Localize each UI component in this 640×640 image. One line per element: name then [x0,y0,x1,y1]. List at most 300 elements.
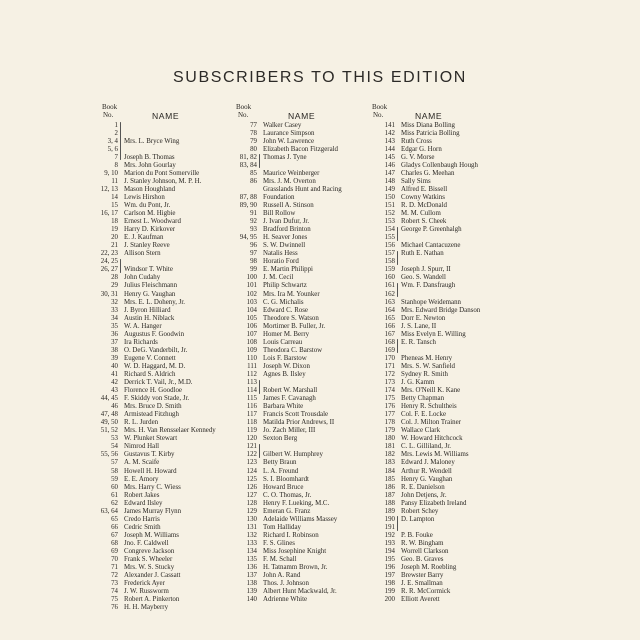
book-number: 96 [250,242,257,250]
subscriber-name: Barbara White [263,403,304,411]
subscriber-row [369,475,519,483]
subscriber-row [369,556,519,564]
book-number: 133 [246,539,257,547]
book-number: 47, 48 [100,411,118,419]
book-number: 195 [384,556,395,564]
subscriber-row [232,362,382,370]
book-number: 157 [384,250,395,258]
subscriber-row [369,129,519,137]
book-number: 1 [114,121,118,129]
book-number: 175 [384,395,395,403]
book-number: 79 [250,137,257,145]
subscriber-row [369,226,519,234]
book-number: 155 [384,234,395,242]
book-number: 187 [384,491,395,499]
book-number: 165 [384,314,395,322]
book-number: 125 [246,475,257,483]
subscriber-name: Austin H. Niblack [124,314,175,322]
subscriber-name: Jo. Zach Miller, III [263,427,316,435]
book-number: 57 [111,459,118,467]
book-number: 29 [111,282,118,290]
subscriber-name: John Detjens, Jr. [401,491,447,499]
subscriber-name: R. W. Bingham [401,539,444,547]
subscriber-row [369,306,519,314]
book-number: 179 [384,427,395,435]
subscriber-name: John Cudahy [124,274,161,282]
subscriber-name: Emeran G. Franz [263,507,311,515]
book-number: 196 [384,564,395,572]
subscriber-name: Elliott Averett [401,596,440,604]
subscriber-name: Henry G. Vaughan [401,475,453,483]
book-number: 176 [384,403,395,411]
subscriber-row [232,459,382,467]
subscriber-row [369,185,519,193]
subscriber-row [369,137,519,145]
book-number: 169 [384,346,395,354]
subscriber-row [232,531,382,539]
subscriber-row [232,266,382,274]
book-number: 131 [246,523,257,531]
subscriber-name: Mrs. H. Van Rensselaer Kennedy [124,427,216,435]
group-brace [397,339,398,353]
subscriber-row [369,193,519,201]
book-number: 103 [246,298,257,306]
subscriber-name: Thos. J. Johnson [263,580,309,588]
book-number: 39 [111,354,118,362]
subscriber-name: Geo. B. Graves [401,556,444,564]
subscriber-row [369,290,519,298]
book-number: 119 [246,427,257,435]
subscriber-row [369,435,519,443]
subscriber-name: Louis Carreau [263,338,303,346]
book-number: 148 [384,177,395,185]
book-number: 65 [111,515,118,523]
book-number: 21 [111,242,118,250]
subscriber-name: Augustus F. Goodwin [124,330,185,338]
book-number: 107 [246,330,257,338]
book-number: 127 [246,491,257,499]
subscriber-row [96,604,266,612]
subscriber-name: Mrs. L. Bryce Wing [124,137,180,145]
book-number: 194 [384,548,395,555]
subscriber-row [232,564,382,572]
book-number: 162 [384,290,395,298]
group-brace [120,122,121,160]
subscriber-name: Bradford Brinton [263,226,311,234]
book-number: 36 [111,330,118,338]
subscriber-name: Mortimer B. Fuller, Jr. [263,322,326,330]
subscriber-name: J. G. Kamm [401,379,435,387]
book-number: 67 [111,531,118,539]
subscriber-row [369,298,519,306]
book-number: 141 [384,121,395,129]
subscriber-name: C. O. Thomas, Jr. [263,491,312,499]
subscriber-name: Joseph J. Spurr, II [401,266,451,274]
subscriber-row [369,459,519,467]
subscriber-row [369,346,519,354]
book-number: 76 [111,604,118,612]
book-number: 160 [384,274,395,282]
subscriber-name: Robert S. Cheek [401,218,447,226]
subscriber-name: Jno. F. Caldwell [124,539,169,547]
group-brace [397,516,398,530]
subscriber-name: Julius Fleischmann [124,282,178,290]
subscriber-name: Foundation [263,193,295,201]
subscriber-name: Worrell Clarkson [401,548,449,555]
subscriber-name: Arthur R. Wendell [401,467,452,475]
subscriber-row [369,145,519,153]
subscriber-name: George P. Greenhalgh [401,226,462,234]
subscriber-row [369,539,519,547]
book-number: 9, 10 [104,169,118,177]
subscriber-name: Joseph B. Thomas [124,153,175,161]
subscriber-row [369,274,519,282]
column-2-name-header: NAME [288,111,316,121]
subscriber-row [369,403,519,411]
subscriber-row [232,250,382,258]
subscriber-name: Miss Diana Bolling [401,121,455,129]
book-number: 122 [246,451,257,459]
subscriber-name: Bill Rollow [263,210,296,218]
subscriber-name: Richard I. Robinson [263,531,319,539]
subscriber-row [369,177,519,185]
subscriber-name: Betty Chapman [401,395,445,403]
column-3-name-header: NAME [415,111,443,121]
subscriber-row [369,531,519,539]
book-number: 121 [246,443,257,451]
book-number: 190 [384,515,395,523]
subscriber-name: Edgar G. Horn [401,145,442,153]
subscriber-row [369,266,519,274]
book-number: 156 [384,242,395,250]
subscriber-name: Frank S. Wheeler [124,556,173,564]
book-number: 108 [246,338,257,346]
book-number: 62 [111,499,118,507]
book-number: 182 [384,451,395,459]
book-number: 78 [250,129,257,137]
subscriber-name: H. H. Mayberry [124,604,169,612]
column-3-book-header: Book [372,103,388,111]
book-number: 193 [384,539,395,547]
subscriber-name: Adelaide Williams Massey [263,515,338,523]
book-number: 51, 52 [100,427,118,435]
subscriber-name: Geo. S. Wandell [401,274,446,282]
book-number: 5, 6 [107,145,118,153]
book-number: 106 [246,322,257,330]
subscriber-name: Credo Harris [124,515,160,523]
book-number: 134 [246,548,257,555]
subscriber-row [232,298,382,306]
book-number: 98 [250,258,257,266]
subscriber-name: James Murray Flynn [124,507,182,515]
subscriber-name: W. Plunket Stewart [124,435,178,443]
subscriber-name: E. J. Kaufman [124,234,164,242]
subscriber-name: Lewis Hirshon [124,193,165,201]
subscriber-row [232,290,382,298]
column-2-no-header: No. [238,111,249,119]
subscriber-row [369,234,519,242]
subscriber-name: J. M. Cecil [263,274,294,282]
subscriber-name: S. W. Dwinnell [263,242,306,250]
book-number: 32 [111,298,118,306]
book-number: 12, 13 [100,185,118,193]
column-3 [369,104,519,604]
book-number: 37 [111,338,118,346]
book-number: 53 [111,435,118,443]
book-number: 149 [384,185,395,193]
subscriber-name: J. Byron Hilliard [124,306,171,314]
subscriber-row [369,443,519,451]
column-2-book-header: Book [236,103,252,111]
subscriber-name: D. Lampton [401,515,435,523]
subscriber-row [232,427,382,435]
subscriber-name: P. B. Fouke [401,531,433,539]
book-number: 38 [111,346,118,354]
book-number: 18 [111,218,118,226]
book-number: 74 [111,588,118,596]
book-number: 181 [384,443,395,451]
book-number: 34 [111,314,118,322]
subscriber-name: Joseph M. Roebling [401,564,457,572]
subscriber-name: Henry G. Vaughan [124,290,176,298]
subscriber-name: A. M. Scaife [124,459,160,467]
subscriber-row [232,475,382,483]
subscriber-name: W. A. Hanger [124,322,162,330]
subscriber-row [232,242,382,250]
book-number: 86 [250,177,257,185]
subscriber-name: Mrs. Lewis M. Williams [401,451,469,459]
subscriber-name: F. M. Schall [263,556,297,564]
subscriber-name: Charles G. Meehan [401,169,455,177]
book-number: 72 [111,572,118,580]
subscriber-row [232,572,382,580]
subscriber-row [232,588,382,596]
book-number: 70 [111,556,118,564]
book-number: 116 [246,403,257,411]
book-number: 118 [246,419,257,427]
book-number: 137 [246,572,257,580]
subscriber-name: Wm. F. Dansfraugh [401,282,456,290]
subscriber-name: M. M. Cullom [401,210,441,218]
book-number: 159 [384,266,395,274]
book-number: 153 [384,218,395,226]
book-number: 178 [384,419,395,427]
subscriber-row [369,411,519,419]
subscriber-row [369,153,519,161]
subscriber-name: Frederick Ayer [124,580,165,588]
book-number: 102 [246,290,257,298]
book-number: 138 [246,580,257,588]
book-number: 73 [111,580,118,588]
subscriber-name: Michael Cantacuzene [401,242,461,250]
book-number: 68 [111,539,118,547]
subscriber-row [232,330,382,338]
book-number: 104 [246,306,257,314]
book-number: 192 [384,531,395,539]
subscriber-name: C. G. Michalis [263,298,304,306]
book-number: 100 [246,274,257,282]
subscriber-row [232,443,382,451]
subscriber-row [232,515,382,523]
subscriber-name: James F. Cavanagh [263,395,316,403]
subscriber-row [232,258,382,266]
book-number: 140 [246,596,257,604]
subscriber-row [369,483,519,491]
book-number: 85 [250,169,257,177]
subscriber-row [232,451,382,459]
subscriber-row [232,379,382,387]
group-brace [259,444,260,458]
subscriber-name: W. D. Haggard, M. D. [124,362,186,370]
book-number: 97 [250,250,257,258]
subscriber-name: J. E. Smallman [401,580,443,588]
book-number: 43 [111,387,118,395]
book-number: 54 [111,443,118,451]
subscriber-name: Gustavus T. Kirby [124,451,175,459]
book-number: 26, 27 [100,266,118,274]
subscriber-row [369,419,519,427]
book-number: 199 [384,588,395,596]
book-number: 105 [246,314,257,322]
subscriber-row [369,338,519,346]
subscriber-name: Miss Josephine Knight [263,548,327,555]
subscriber-row [232,218,382,226]
book-number: 40 [111,362,118,370]
subscriber-name: Miss Patricia Bolling [401,129,460,137]
subscriber-row [232,419,382,427]
book-number: 167 [384,330,395,338]
book-number: 30, 31 [100,290,118,298]
book-number: 66 [111,523,118,531]
subscriber-name: John A. Rand [263,572,301,580]
subscriber-name: Matilda Prior Andrews, II [263,419,335,427]
subscriber-name: Col. J. Milton Trainer [401,419,461,427]
subscriber-row [232,338,382,346]
subscriber-row [232,395,382,403]
subscriber-name: Natalis Hess [263,250,298,258]
subscriber-name: Windsor T. White [124,266,173,274]
subscriber-row [232,161,382,169]
book-number: 123 [246,459,257,467]
subscriber-name: Sydney R. Smith [401,370,448,378]
subscriber-name: Russell A. Stinson [263,201,314,209]
subscriber-name: E. Martin Philippi [263,266,313,274]
subscriber-row [369,242,519,250]
book-number: 55, 56 [100,451,118,459]
subscriber-row [232,370,382,378]
subscriber-name: Allison Stern [124,250,161,258]
book-number: 42 [111,379,118,387]
book-number: 130 [246,515,257,523]
subscriber-row [232,234,382,242]
subscriber-name: Armistead Fitzhugh [124,411,179,419]
subscriber-name: Ruth Cross [401,137,432,145]
book-number: 80 [250,145,257,153]
subscriber-row [369,427,519,435]
book-number: 120 [246,435,257,443]
subscriber-row [232,346,382,354]
subscriber-name: Gladys Collenbaugh Hough [401,161,478,169]
book-number: 3, 4 [107,137,118,145]
subscriber-name: W. Howard Hitchcock [401,435,463,443]
subscriber-name: Ernest L. Woodward [124,218,181,226]
book-number: 41 [111,370,118,378]
book-number: 198 [384,580,395,588]
subscriber-row [369,161,519,169]
subscriber-row [369,467,519,475]
subscriber-row [369,370,519,378]
subscriber-row [232,523,382,531]
subscriber-name: Harry D. Kirkover [124,226,176,234]
subscriber-name: Grasslands Hunt and Racing [263,185,342,193]
subscriber-name: C. L. Gilliland, Jr. [401,443,451,451]
subscriber-row [232,177,382,185]
book-number: 2 [114,129,118,137]
subscriber-row [369,354,519,362]
subscriber-row [369,201,519,209]
book-number: 77 [250,121,257,129]
subscriber-name: Alexander J. Cassatt [124,572,181,580]
book-number: 143 [384,137,395,145]
book-number: 71 [111,564,118,572]
subscriber-name: R. E. Danielson [401,483,445,491]
subscriber-name: F. S. Glines [263,539,295,547]
book-number: 173 [384,379,395,387]
subscriber-name: Thomas J. Tyne [263,153,307,161]
subscriber-name: Agnes B. Ilsley [263,370,306,378]
subscriber-row [369,218,519,226]
subscriber-row [369,387,519,395]
group-brace [397,251,398,265]
subscriber-name: Cowny Watkins [401,193,445,201]
book-number: 8 [114,161,118,169]
subscriber-name: O. DeG. Vanderbilt, Jr. [124,346,188,354]
column-1-no-header: No. [103,111,114,119]
group-brace [397,227,398,241]
book-number: 117 [246,411,257,419]
subscriber-row [232,547,382,555]
subscriber-name: Robert Jakes [124,491,160,499]
book-number: 99 [250,266,257,274]
book-number: 152 [384,210,395,218]
subscriber-name: Richard S. Aldrich [124,370,176,378]
book-number: 142 [384,129,395,137]
group-brace [397,283,398,297]
subscriber-name: Henry R. Schultheis [401,403,457,411]
subscriber-name: J. S. Lane, II [401,322,437,330]
book-number: 112 [246,370,257,378]
subscriber-name: Florence H. Goodloe [124,387,182,395]
group-brace [259,380,260,394]
book-number: 185 [384,475,395,483]
subscriber-row [369,314,519,322]
subscriber-name: Brewster Barry [401,572,444,580]
subscriber-name: Theodore S. Watson [263,314,319,322]
subscriber-row [369,515,519,523]
subscriber-row [369,362,519,370]
book-number: 44, 45 [100,395,118,403]
book-number: 145 [384,153,395,161]
subscriber-row [232,467,382,475]
subscriber-name: Sally Sims [401,177,431,185]
book-number: 24, 25 [100,258,118,266]
subscriber-row [369,330,519,338]
book-number: 144 [384,145,395,153]
book-number: 101 [246,282,257,290]
subscriber-name: R. R. McCormick [401,588,451,596]
subscriber-row [369,395,519,403]
subscriber-name: Mrs. O'Neill K. Kane [401,387,461,395]
